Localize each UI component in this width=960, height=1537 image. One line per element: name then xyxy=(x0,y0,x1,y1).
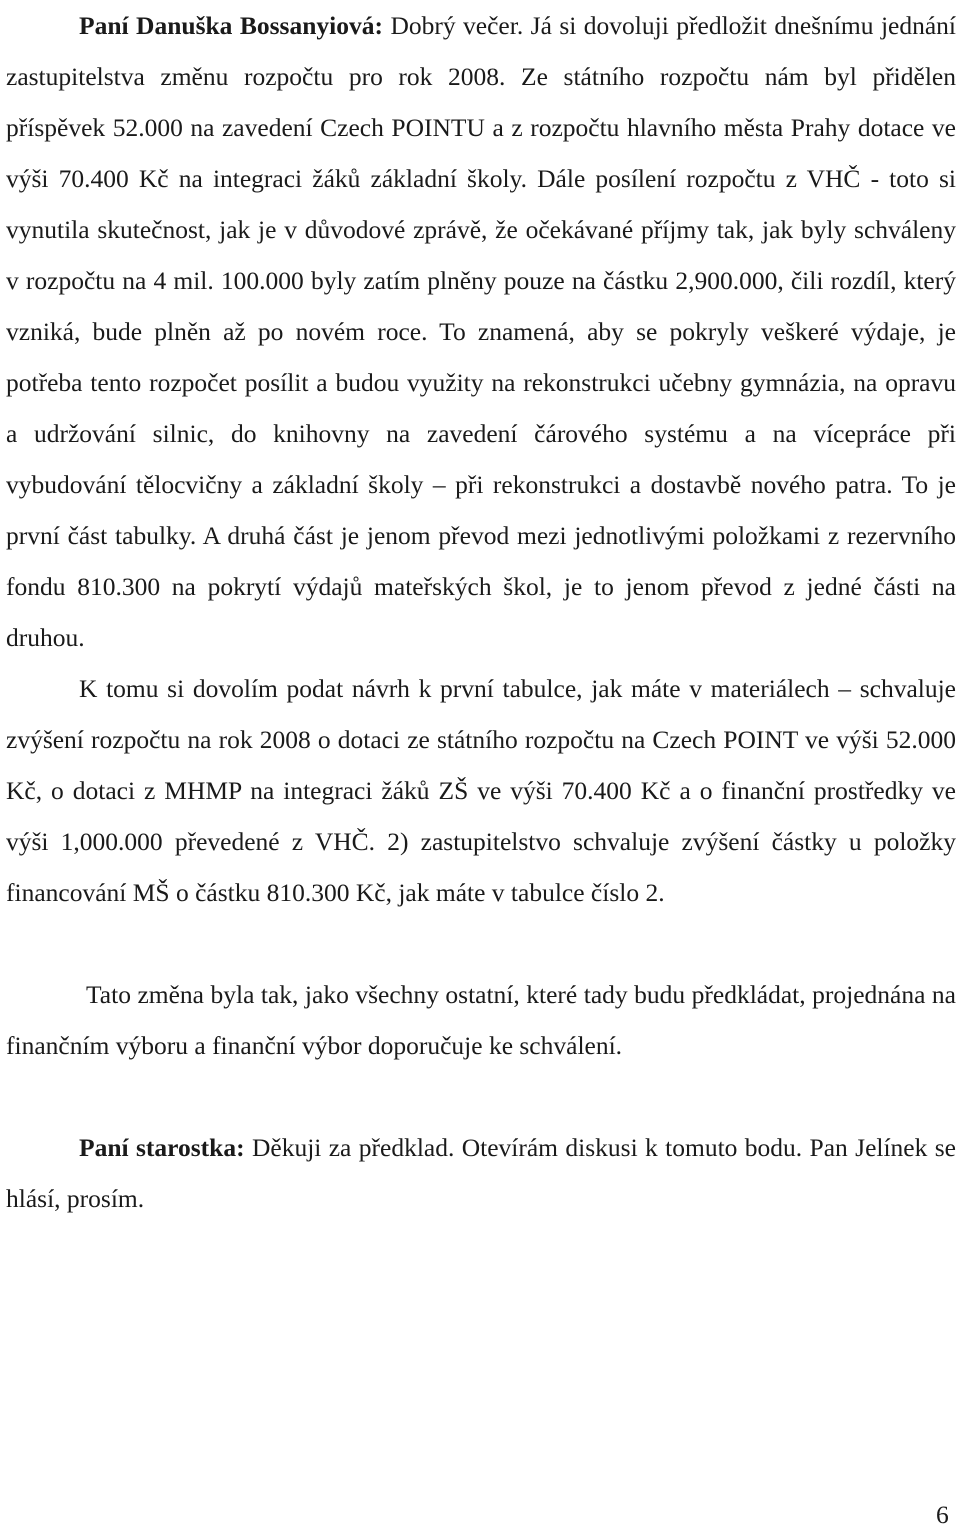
paragraph-proposal: K tomu si dovolím podat návrh k první tabulce, jak máte v materiálech – schvaluje zvýšení rozpočtu na rok 2008 o dotaci ze státního rozpočtu na Czech POINT ve výši 52.000 Kč, o dotaci z MHMP na integraci žáků ZŠ ve výši 70.400 Kč a o finanční prostředky ve výši 1,000.000 převedené z VHČ. 2) zastupitelstvo schvaluje zvýšení částky u položky financování MŠ o částku 810.300 Kč, jak máte v tabulce číslo 2. xyxy=(6,674,956,907)
document-page xyxy=(6,0,956,1224)
paragraph-spacer xyxy=(6,918,956,969)
paragraph-text-bossanyiova: Dobrý večer. Já si dovoluji předložit dnešnímu jednání zastupitelstva změnu rozpočtu pro rok 2008. Ze státního rozpočtu nám byl přidělen příspěvek 52.000 na zavedení Czech POINTU a z rozpočtu hlavního města Prahy dotace ve výši 70.400 Kč na integraci žáků základní školy. Dále posílení rozpočtu z VHČ - toto si vynutila skutečnost, jak je v důvodové zprávě, že očekávané příjmy tak, jak byly schváleny v rozpočtu na 4 mil. 100.000 byly zatím plněny pouze na částku 2,900.000, čili rozdíl, který vzniká, bude plněn až po novém roce. To znamená, aby se pokryly veškeré výdaje, je potřeba tento rozpočet posílit a budou využity na rekonstrukci učebny gymnázia, na opravu a udržování silnic, do knihovny na zavedení čárového systému a na vícepráce při vybudování tělocvičny a základní školy – při rekonstrukci a dostavbě nového patra. To je první část tabulky. A druhá část je jenom převod mezi jednotlivými položkami z rezervního fondu 810.300 na pokrytí výdajů mateřských škol, je to jenom převod z jedné části na druhou. xyxy=(6,11,956,652)
speaker-name-starostka: Paní starostka: xyxy=(79,1133,245,1162)
paragraph-text-starostka: Děkuji za předklad. Otevírám diskusi k tomuto bodu. Pan Jelínek se hlásí, prosím. xyxy=(6,1133,956,1213)
speaker-name-bossanyiova: Paní Danuška Bossanyiová: xyxy=(79,11,383,40)
paragraph-starostka xyxy=(6,1122,956,1224)
paragraph-committee: Tato změna byla tak, jako všechny ostatní, které tady budu předkládat, projednána na finančním výboru a finanční výbor doporučuje ke schválení. xyxy=(6,980,956,1060)
page-number: 6 xyxy=(936,1500,949,1529)
paragraph-spacer xyxy=(6,1071,956,1122)
paragraph-bossanyiova xyxy=(6,0,956,663)
